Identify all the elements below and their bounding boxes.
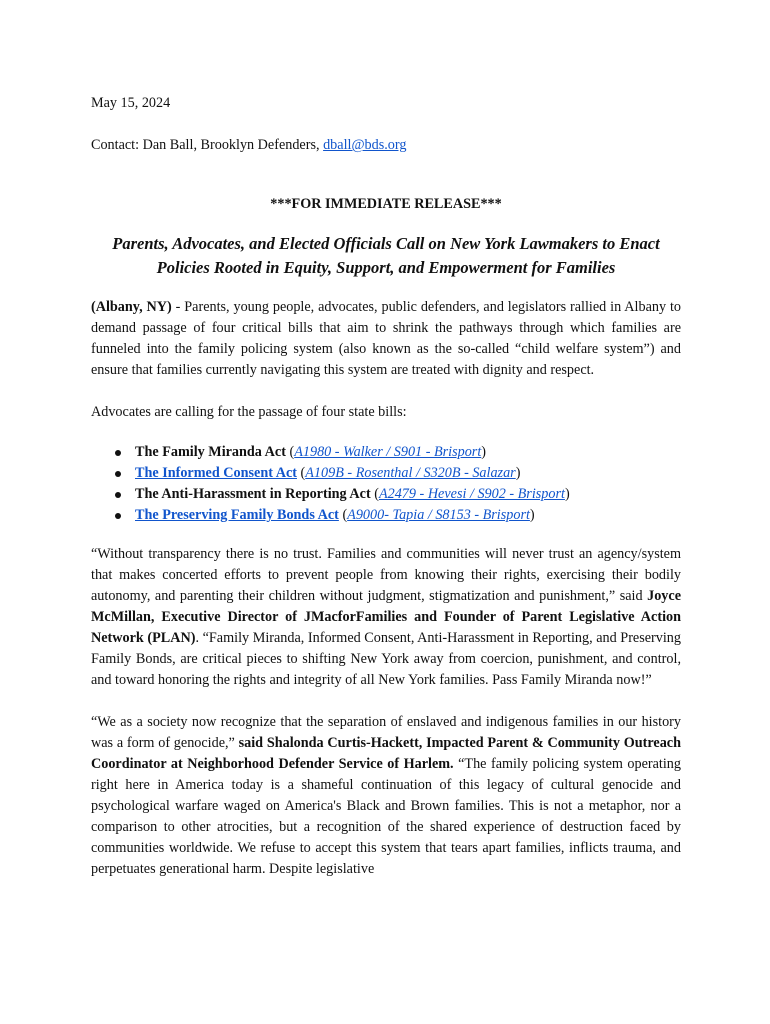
contact-email-link[interactable]: dball@bds.org: [323, 137, 407, 153]
release-tag: ***FOR IMMEDIATE RELEASE***: [270, 196, 502, 212]
bill-item: The Anti-Harassment in Reporting Act (A2479 - Hevesi / S902 - Brisport): [135, 484, 681, 505]
quote-paragraph-curtis-hackett: [91, 712, 681, 880]
bill-item: The Preserving Family Bonds Act (A9000- Tapia / S8153 - Brisport): [135, 505, 681, 526]
intro-paragraph: [91, 297, 681, 381]
quote-text: . “Family Miranda, Informed Consent, Anti-Harassment in Reporting, and Preserving Family Bonds, are critical pieces to shifting New York away from coercion, punishment, and control, and toward honoring the rights and integrity of all New York families. Pass Family Miranda now!”: [91, 630, 681, 688]
bill-list: [91, 442, 681, 526]
contact-prefix: Contact: Dan Ball, Brooklyn Defenders,: [91, 137, 324, 153]
bills-intro: Advocates are calling for the passage of four state bills:: [91, 404, 407, 420]
release-date: May 15, 2024: [91, 95, 171, 111]
bill-citation-link[interactable]: A9000- Tapia / S8153 - Brisport: [347, 507, 530, 523]
bill-citation-link[interactable]: A1980 - Walker / S901 - Brisport: [294, 444, 482, 460]
headline: Parents, Advocates, and Elected Officials Call on New York Lawmakers to Enact Policies Rooted in Equity, Support, and Empowerment for Families: [112, 234, 660, 277]
intro-location: (Albany, NY): [91, 299, 172, 315]
quote-paragraph-mcmillan: [91, 544, 681, 691]
bill-name: The Family Miranda Act: [135, 444, 286, 460]
bill-name-link[interactable]: The Informed Consent Act: [135, 465, 297, 481]
bill-item: The Family Miranda Act (A1980 - Walker / S901 - Brisport): [135, 442, 681, 463]
quote-speaker: Joyce McMillan, Executive Director of JMacforFamilies and Founder of Parent Legislative Action Network (PLAN): [91, 588, 681, 646]
quote-text: “The family policing system operating right here in America today is a shameful continuation of this legacy of cultural genocide and psychological warfare waged on America's Black and Brown families. This is not a metaphor, nor a comparison to other atrocities, but a recognition of the shared experience of destruction faced by communities worldwide. We refuse to accept this system that tears apart families, inflicts trauma, and perpetuates generational harm. Despite legislative: [91, 756, 681, 877]
bill-citation-link[interactable]: A109B - Rosenthal / S320B - Salazar: [305, 465, 516, 481]
contact-line: [91, 135, 681, 156]
quote-text: “We as a society now recognize that the separation of enslaved and indigenous families in our history was a form of genocide,”: [91, 714, 681, 751]
bill-item: The Informed Consent Act (A109B - Rosenthal / S320B - Salazar): [135, 463, 681, 484]
quote-text: “Without transparency there is no trust. Families and communities will never trust an agency/system that makes concerted efforts to prevent people from knowing their rights, exercising their bodily autonomy, and parenting their children without judgment, stigmatization and punishment,” said: [91, 546, 681, 604]
bill-name-link[interactable]: The Preserving Family Bonds Act: [135, 507, 339, 523]
quote-speaker: said Shalonda Curtis-Hackett, Impacted Parent & Community Outreach Coordinator at Neighborhood Defender Service of Harlem.: [91, 735, 681, 772]
intro-text: - Parents, young people, advocates, public defenders, and legislators rallied in Albany to demand passage of four critical bills that aim to shrink the pathways through which families are funneled into the family policing system (also known as the so-called “child welfare system”) and ensure that families currently navigating this system are treated with dignity and respect.: [91, 299, 681, 378]
bill-citation-link[interactable]: A2479 - Hevesi / S902 - Brisport: [378, 486, 565, 502]
press-release-body: [91, 93, 681, 901]
bill-name: The Anti-Harassment in Reporting Act: [135, 486, 371, 502]
